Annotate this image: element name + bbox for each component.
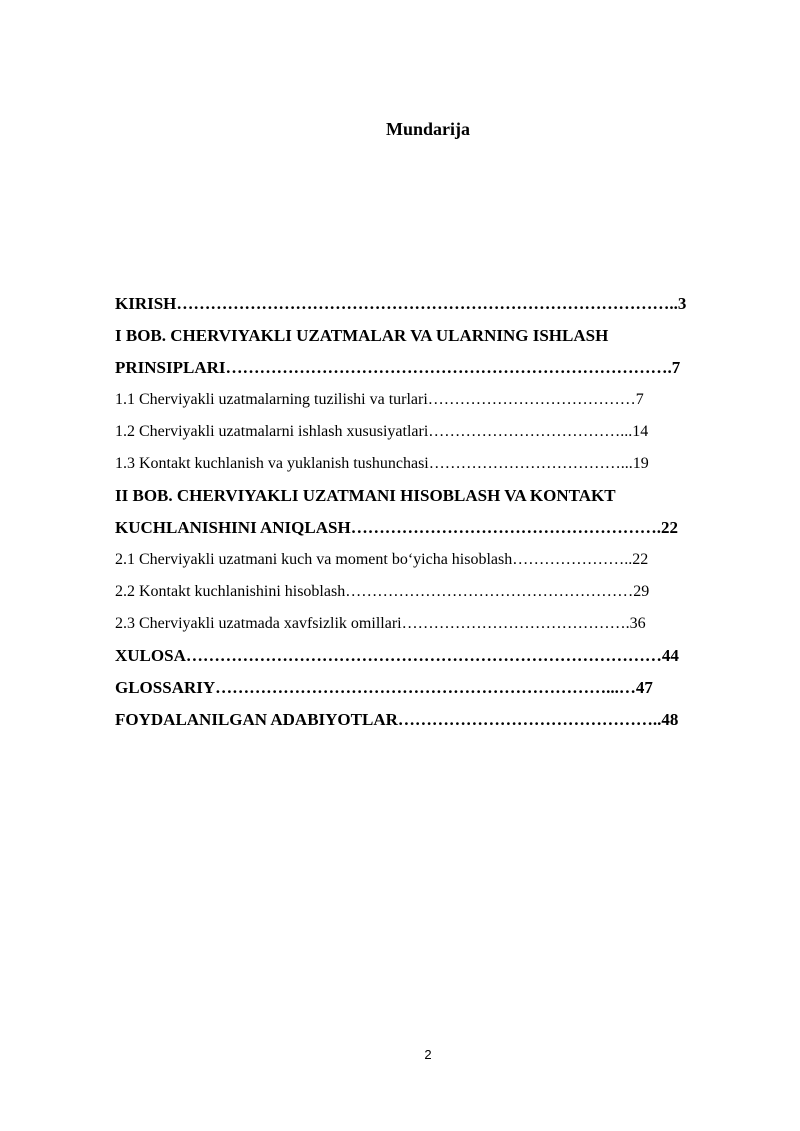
- toc-entry-chapter-1-title-cont: PRINSIPLARI…………………………………………………………………….7: [115, 358, 681, 377]
- toc-entry-chapter-2-title: II BOB. CHERVIYAKLI UZATMANI HISOBLASH VA KONTAKT: [115, 486, 616, 505]
- page-title: Mundarija: [385, 119, 470, 139]
- toc-entry-kirish: KIRISH……………………………………………………………………………..3: [115, 294, 687, 313]
- toc-entry-section-1-3: 1.3 Kontakt kuchlanish va yuklanish tushunchasi………………………………...19: [115, 455, 649, 472]
- page-number: 2: [424, 1047, 432, 1062]
- toc-entry-adabiyotlar: FOYDALANILGAN ADABIYOTLAR………………………………………..48: [115, 710, 679, 729]
- toc-entry-section-2-3: 2.3 Cherviyakli uzatmada xavfsizlik omillari…………………………………….36: [115, 615, 646, 632]
- toc-entry-xulosa: XULOSA…………………………………………………………………………44: [115, 646, 679, 665]
- table-of-contents: [115, 288, 741, 736]
- toc-entry-glossariy: GLOSSARIY……………………………………………………………...…47: [115, 678, 653, 697]
- toc-entry-section-2-1: 2.1 Cherviyakli uzatmani kuch va moment bo‘yicha hisoblash…………………..22: [115, 551, 649, 568]
- toc-entry-section-1-1: 1.1 Cherviyakli uzatmalarning tuzilishi va turlari…………………………………7: [115, 391, 644, 408]
- toc-entry-chapter-2-title-cont: KUCHLANISHINI ANIQLASH……………………………………………….22: [115, 518, 678, 537]
- toc-entry-chapter-1-title: I BOB. CHERVIYAKLI UZATMALAR VA ULARNING ISHLASH: [115, 326, 609, 345]
- toc-entry-section-1-2: 1.2 Cherviyakli uzatmalarni ishlash xususiyatlari………………………………...14: [115, 423, 649, 440]
- toc-entry-section-2-2: 2.2 Kontakt kuchlanishini hisoblash………………………………………………29: [115, 583, 650, 600]
